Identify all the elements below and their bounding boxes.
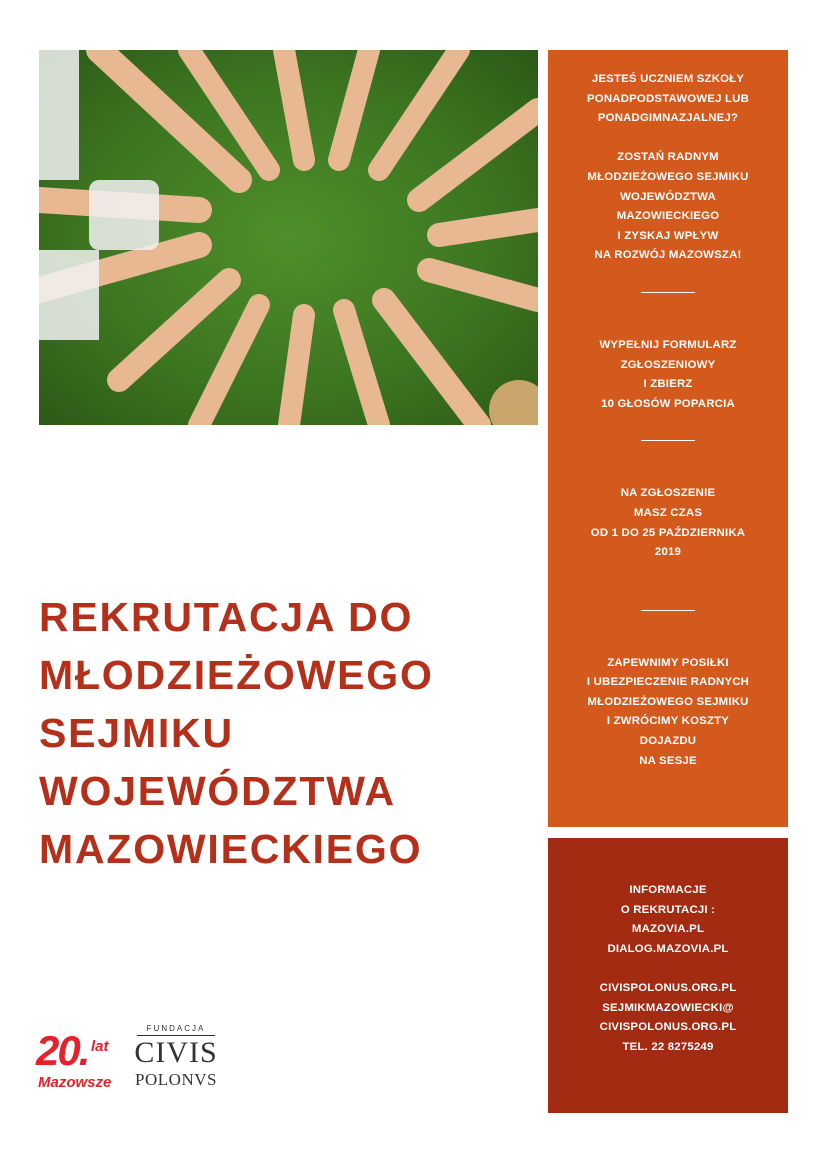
mazowsze-20-lat-logo (36, 1027, 126, 1100)
logo-lat: lat (91, 1038, 109, 1055)
text-line: ZAPEWNIMY POSIŁKI (607, 656, 729, 669)
page-title (39, 588, 539, 878)
logo-fundacja: FUNDACJA (146, 1024, 206, 1033)
text-line: WOJEWÓDZTWA (620, 190, 716, 203)
text-line: MAZOWIECKIEGO (616, 210, 720, 223)
link-civispolonus[interactable]: CIVISPOLONUS.ORG.PL (599, 981, 737, 994)
title-line: SEJMIKU (39, 710, 234, 756)
text-line: MASZ CZAS (633, 506, 703, 519)
title-line: WOJEWÓDZTWA (39, 768, 396, 814)
title-line: REKRUTACJA DO (39, 594, 414, 640)
info-panel-orange (548, 50, 788, 827)
text-line: 2019 (654, 546, 682, 559)
separator-line (641, 292, 695, 293)
logo-civis: CIVIS (134, 1036, 218, 1069)
text-line: WYPEŁNIJ FORMULARZ (599, 338, 737, 351)
text-line: INFORMACJE (629, 884, 707, 896)
text-line: MŁODZIEŻOWEGO SEJMIKU (587, 170, 749, 183)
text-line: MŁODZIEŻOWEGO SEJMIKU (587, 695, 749, 708)
deadline-block (548, 484, 788, 562)
email-line-1[interactable]: SEJMIKMAZOWIECKI@ (602, 1001, 734, 1014)
separator-line (641, 610, 695, 611)
text-line: 10 GŁOSÓW POPARCIA (601, 397, 735, 410)
text-line: O REKRUTACJI : (620, 903, 716, 916)
contact-panel (548, 838, 788, 1113)
photo-illustration (39, 50, 538, 425)
form-block (548, 336, 788, 414)
separator-line (641, 440, 695, 441)
intro-block (548, 70, 788, 266)
link-mazovia[interactable]: MAZOVIA.PL (631, 923, 705, 936)
phone-number: TEL. 22 8275249 (622, 1040, 714, 1053)
text-line: PONADPODSTAWOWEJ LUB (587, 92, 749, 105)
title-line: MŁODZIEŻOWEGO (39, 652, 434, 698)
contact-block (548, 881, 788, 1057)
text-line: PONADGIMNAZJALNEJ? (597, 112, 739, 125)
text-line: I UBEZPIECZENIE RADNYCH (586, 676, 750, 689)
text-line: OD 1 DO 25 PAŹDZIERNIKA (590, 526, 746, 539)
civis-polonus-logo (133, 1024, 223, 1100)
title-line: MAZOWIECKIEGO (39, 826, 423, 872)
hands-circle-photo (39, 50, 538, 425)
email-line-2[interactable]: CIVISPOLONUS.ORG.PL (599, 1021, 737, 1034)
text-line: NA ZGŁOSZENIE (620, 487, 716, 500)
logo-number: 20. (36, 1027, 89, 1074)
text-line: I ZWRÓCIMY KOSZTY (606, 715, 730, 728)
text-line: I ZYSKAJ WPŁYW (617, 229, 719, 242)
text-line: DOJAZDU (639, 735, 697, 748)
text-line: I ZBIERZ (643, 378, 693, 391)
logo-name: Mazowsze (38, 1074, 112, 1091)
text-line: NA SESJE (639, 754, 697, 767)
link-dialog-mazovia[interactable]: DIALOG.MAZOVIA.PL (607, 942, 729, 955)
benefits-block (548, 654, 788, 772)
logo-polonus: POLONVS (135, 1070, 217, 1089)
text-line: JESTEŚ UCZNIEM SZKOŁY (591, 73, 745, 85)
text-line: NA ROZWÓJ MAZOWSZA! (594, 249, 742, 262)
text-line: ZGŁOSZENIOWY (620, 358, 716, 371)
text-line: ZOSTAŃ RADNYM (617, 151, 719, 164)
